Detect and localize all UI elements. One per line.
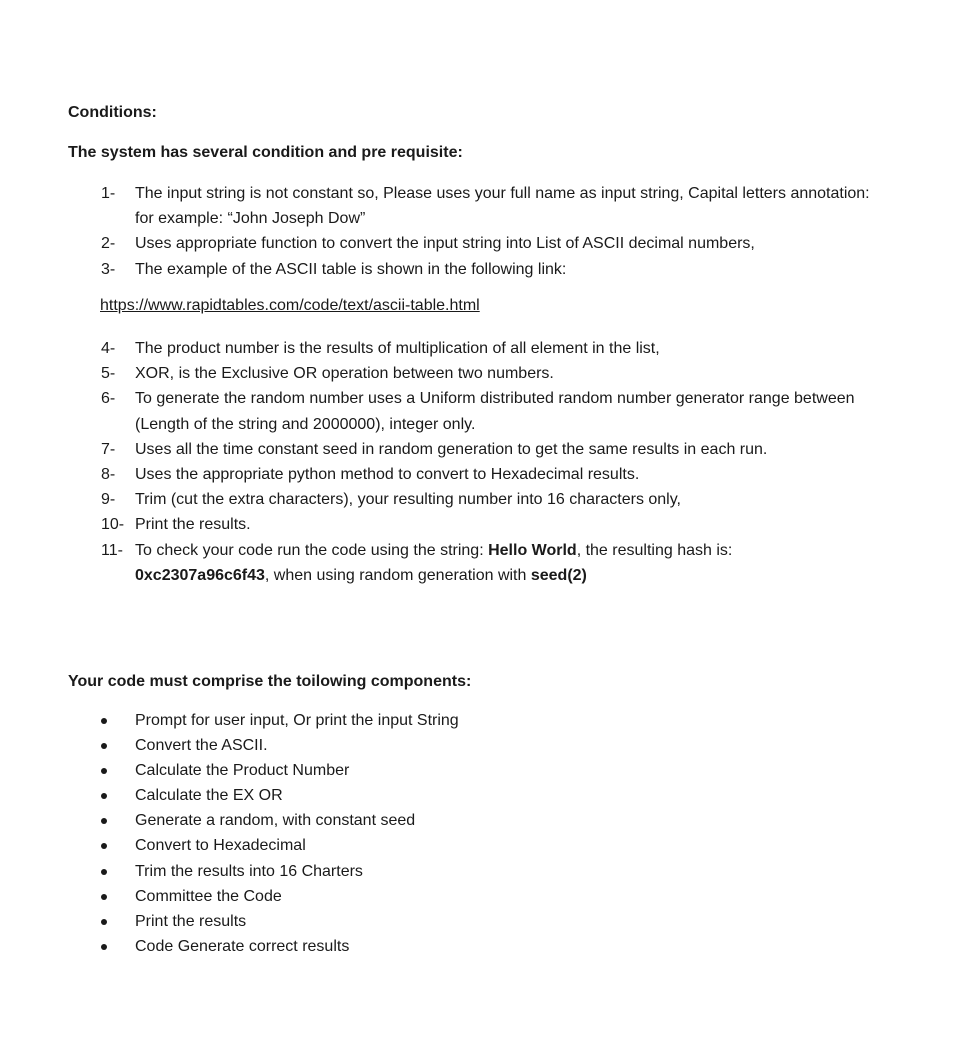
item-number: 8- — [101, 466, 116, 484]
list-item — [0, 708, 459, 733]
bullet-icon — [101, 743, 107, 749]
test-string: Hello World — [488, 541, 577, 559]
ascii-table-link[interactable]: https://www.rapidtables.com/code/text/ascii-table.html — [100, 297, 480, 314]
item-text: Calculate the EX OR — [135, 787, 283, 805]
list-item-step-11 — [0, 538, 880, 588]
numbered-list-first — [0, 181, 880, 282]
item-number: 6- — [101, 390, 116, 408]
numbered-list-second — [0, 336, 880, 588]
item-text: Committee the Code — [135, 887, 282, 905]
bullet-icon — [101, 944, 107, 950]
item-number: 11- — [101, 541, 123, 559]
list-item — [0, 934, 459, 959]
bullet-icon — [101, 793, 107, 799]
list-item — [0, 909, 459, 934]
item-text: Uses all the time constant seed in random generation to get the same results in each run. — [135, 440, 768, 458]
item-number: 9- — [101, 491, 116, 509]
bullet-icon — [101, 869, 107, 875]
list-item — [0, 733, 459, 758]
list-item — [0, 833, 459, 858]
item-text: Code Generate correct results — [135, 937, 350, 955]
bullet-icon — [101, 919, 107, 925]
list-item — [0, 487, 880, 512]
list-item — [0, 257, 880, 282]
item-number: 7- — [101, 440, 116, 458]
item-text: Generate a random, with constant seed — [135, 812, 416, 830]
step11-mid: , the resulting hash is: — [576, 541, 733, 559]
item-number: 1- — [101, 185, 116, 202]
item-text: Uses the appropriate python method to convert to Hexadecimal results. — [135, 466, 640, 484]
item-text: Trim the results into 16 Charters — [135, 862, 363, 880]
item-text: To generate the random number uses a Uniform distributed random number generator range between (Length of the string and 2000000), integer only. — [135, 390, 855, 433]
list-item — [0, 808, 459, 833]
conditions-heading: Conditions: — [68, 104, 157, 121]
list-item — [0, 361, 880, 386]
item-text: The input string is not constant so, Please uses your full name as input string, Capital letters annotation: for example: “John Joseph Dow” — [135, 185, 870, 228]
list-item — [0, 386, 880, 436]
list-item — [0, 884, 459, 909]
bullet-icon — [101, 768, 107, 774]
list-item — [0, 437, 880, 462]
bullet-icon — [101, 818, 107, 824]
item-number: 4- — [101, 340, 116, 357]
item-number: 10- — [101, 516, 125, 534]
list-item — [0, 783, 459, 808]
item-number: 5- — [101, 365, 116, 383]
item-text: Convert the ASCII. — [135, 737, 268, 755]
seed-value: seed(2) — [530, 566, 587, 584]
item-text: Print the results — [135, 912, 247, 930]
item-text: Uses appropriate function to convert the input string into List of ASCII decimal numbers, — [135, 235, 755, 253]
list-item — [0, 512, 880, 537]
list-item — [0, 231, 880, 256]
list-item — [0, 462, 880, 487]
item-text: Calculate the Product Number — [135, 762, 350, 780]
list-item — [0, 859, 459, 884]
item-text: The product number is the results of multiplication of all element in the list, — [135, 340, 660, 357]
list-item — [0, 181, 880, 231]
list-item — [0, 336, 880, 361]
item-text: Print the results. — [135, 516, 251, 534]
item-text: Prompt for user input, Or print the input String — [135, 712, 459, 729]
item-text: XOR, is the Exclusive OR operation between two numbers. — [135, 365, 554, 383]
bullet-icon — [101, 718, 107, 724]
components-list — [0, 708, 459, 959]
bullet-icon — [101, 843, 107, 849]
item-text: Convert to Hexadecimal — [135, 837, 306, 855]
item-text: Trim (cut the extra characters), your resulting number into 16 characters only, — [135, 491, 681, 509]
step11-post: , when using random generation with — [264, 566, 531, 584]
item-number: 2- — [101, 235, 116, 253]
intro-text: The system has several condition and pre requisite: — [68, 144, 463, 161]
item-number: 3- — [101, 260, 116, 278]
bullet-icon — [101, 894, 107, 900]
components-heading: Your code must comprise the toilowing components: — [68, 673, 472, 690]
list-item — [0, 758, 459, 783]
item-text: The example of the ASCII table is shown in the following link: — [135, 260, 567, 278]
expected-hash: 0xc2307a96c6f43 — [135, 566, 265, 584]
item-text — [135, 538, 880, 588]
step11-pre: To check your code run the code using the string: — [135, 541, 489, 559]
